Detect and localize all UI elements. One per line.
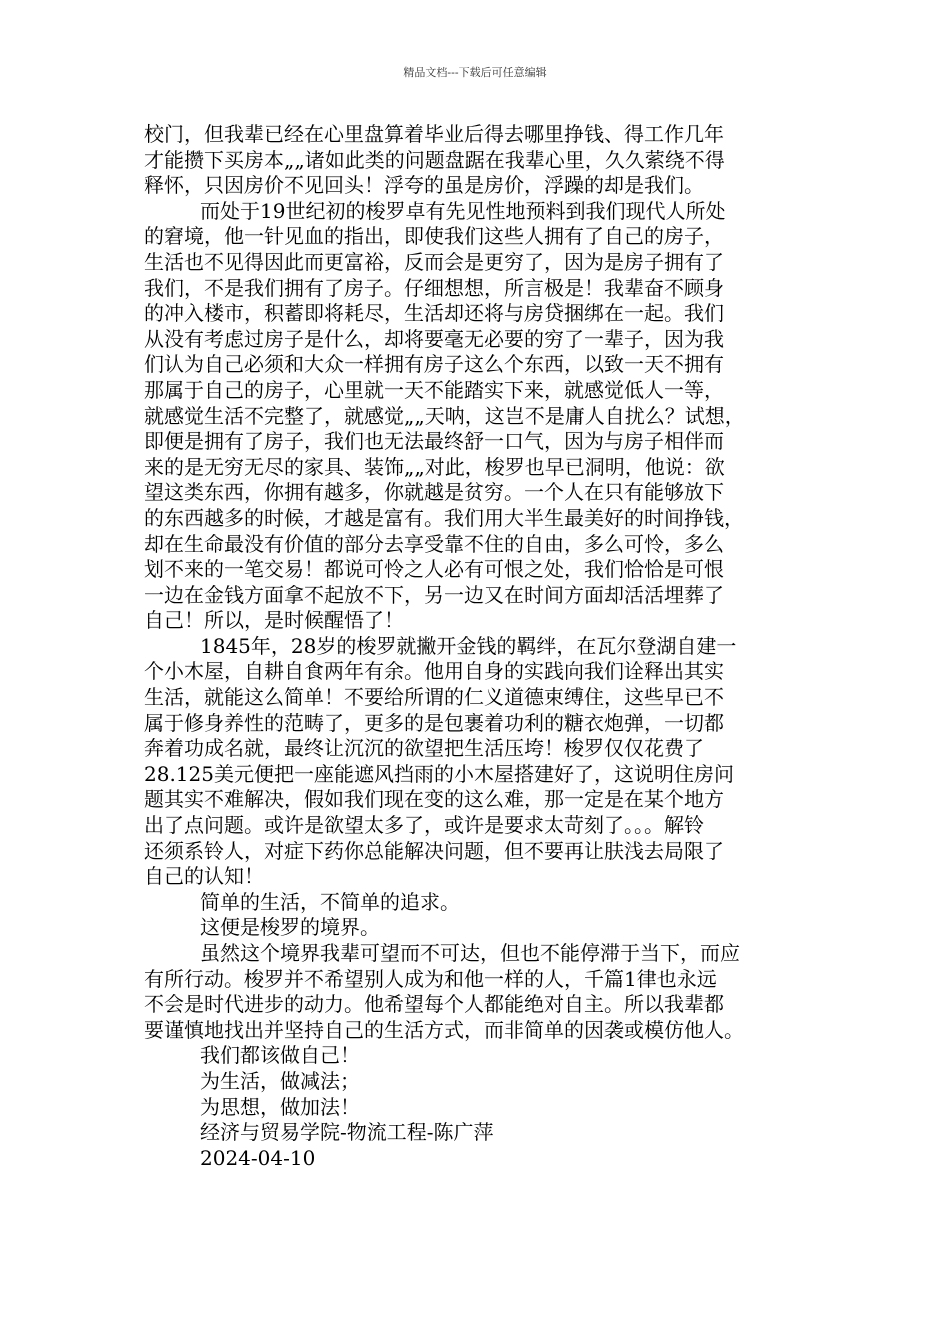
text-line: 2024-04-10: [200, 1145, 316, 1170]
text-line: 就感觉生活不完整了，就感觉„„天呐，这岂不是庸人自扰么？试想，: [144, 403, 745, 428]
text-line: 简单的生活，不简单的追求。: [200, 889, 460, 914]
text-line: 的东西越多的时候，才越是富有。我们用大半生最美好的时间挣钱，: [144, 505, 744, 530]
text-line: 校门，但我辈已经在心里盘算着毕业后得去哪里挣钱、得工作几年: [144, 122, 724, 146]
text-line: 划不来的一笔交易！都说可怜之人必有可恨之处，我们恰恰是可恨: [144, 557, 724, 582]
text-line: 却在生命最没有价值的部分去享受靠不住的自由，多么可怜，多么: [144, 531, 724, 556]
text-line: 我们都该做自己！: [200, 1043, 360, 1068]
text-line: 1845年，28岁的梭罗就撇开金钱的羁绊，在瓦尔登湖自建一: [200, 633, 737, 658]
text-line: 从没有考虑过房子是什么，却将要毫无必要的穷了一辈子，因为我: [144, 326, 724, 351]
text-line: 个小木屋，自耕自食两年有余。他用自身的实践向我们诠释出其实: [144, 659, 724, 684]
text-line: 的冲入楼市，积蓄即将耗尽，生活却还将与房贷捆绑在一起。我们: [144, 301, 724, 326]
page-header: 精品文档---下载后可任意编辑: [403, 66, 547, 79]
text-line: 即便是拥有了房子，我们也无法最终舒一口气，因为与房子相伴而: [144, 429, 724, 454]
text-line: 为思想，做加法！: [200, 1094, 360, 1119]
text-line: 要谨慎地找出并坚持自己的生活方式，而非简单的因袭或模仿他人。: [144, 1017, 744, 1042]
text-line: 一边在金钱方面拿不起放不下，另一边又在时间方面却活活埋葬了: [144, 582, 724, 607]
text-line: 我们，不是我们拥有了房子。仔细想想，所言极是！我辈奋不顾身: [144, 275, 724, 300]
text-line: 不会是时代进步的动力。他希望每个人都能绝对自主。所以我辈都: [144, 992, 724, 1017]
text-line: 自己的认知！: [144, 864, 264, 889]
text-line: 望这类东西，你拥有越多，你就越是贫穷。一个人在只有能够放下: [144, 480, 724, 505]
text-line: 来的是无穷无尽的家具、装饰„„对此，梭罗也早已洞明，他说：欲: [144, 454, 725, 479]
text-line: 生活，就能这么简单！不要给所谓的仁义道德束缚住，这些早已不: [144, 685, 724, 710]
document-body: [144, 122, 810, 1171]
text-line: 的窘境，他一针见血的指出，即使我们这些人拥有了自己的房子，: [144, 224, 724, 249]
text-line: 虽然这个境界我辈可望而不可达，但也不能停滞于当下，而应: [200, 941, 740, 965]
text-line: 释怀，只因房价不见回头！浮夸的虽是房价，浮躁的却是我们。: [144, 173, 704, 198]
text-line: 生活也不见得因此而更富裕，反而会是更穷了，因为是房子拥有了: [144, 249, 724, 274]
text-line: 奔着功成名就，最终让沉沉的欲望把生活压垮！梭罗仅仅花费了: [144, 736, 704, 761]
text-line: 这便是梭罗的境界。: [200, 915, 380, 940]
text-line: 出了点问题。或许是欲望太多了，或许是要求太苛刻了。。。解铃: [144, 813, 704, 838]
text-line: 经济与贸易学院-物流工程-陈广萍: [200, 1120, 494, 1145]
text-line: 有所行动。梭罗并不希望别人成为和他一样的人，千篇1律也永远: [144, 966, 717, 991]
text-line: 自己！所以，是时候醒悟了！: [144, 608, 404, 633]
text-line: 而处于19世纪初的梭罗卓有先见性地预料到我们现代人所处: [200, 198, 726, 223]
text-line: 题其实不难解决，假如我们现在变的这么难，那一定是在某个地方: [144, 787, 724, 812]
text-line: 28.125美元便把一座能遮风挡雨的小木屋搭建好了，这说明住房问: [144, 761, 734, 786]
text-line: 才能攒下买房本„„诸如此类的问题盘踞在我辈心里，久久萦绕不得: [144, 147, 725, 172]
text-line: 们认为自己必须和大众一样拥有房子这么个东西，以致一天不拥有: [144, 352, 724, 377]
text-line: 还须系铃人，对症下药你总能解决问题，但不要再让肤浅去局限了: [144, 838, 724, 863]
text-line: 那属于自己的房子，心里就一天不能踏实下来，就感觉低人一等，: [144, 377, 724, 402]
text-line: 为生活，做减法；: [200, 1068, 360, 1093]
text-line: 属于修身养性的范畴了，更多的是包裹着功利的糖衣炮弹，一切都: [144, 710, 724, 735]
